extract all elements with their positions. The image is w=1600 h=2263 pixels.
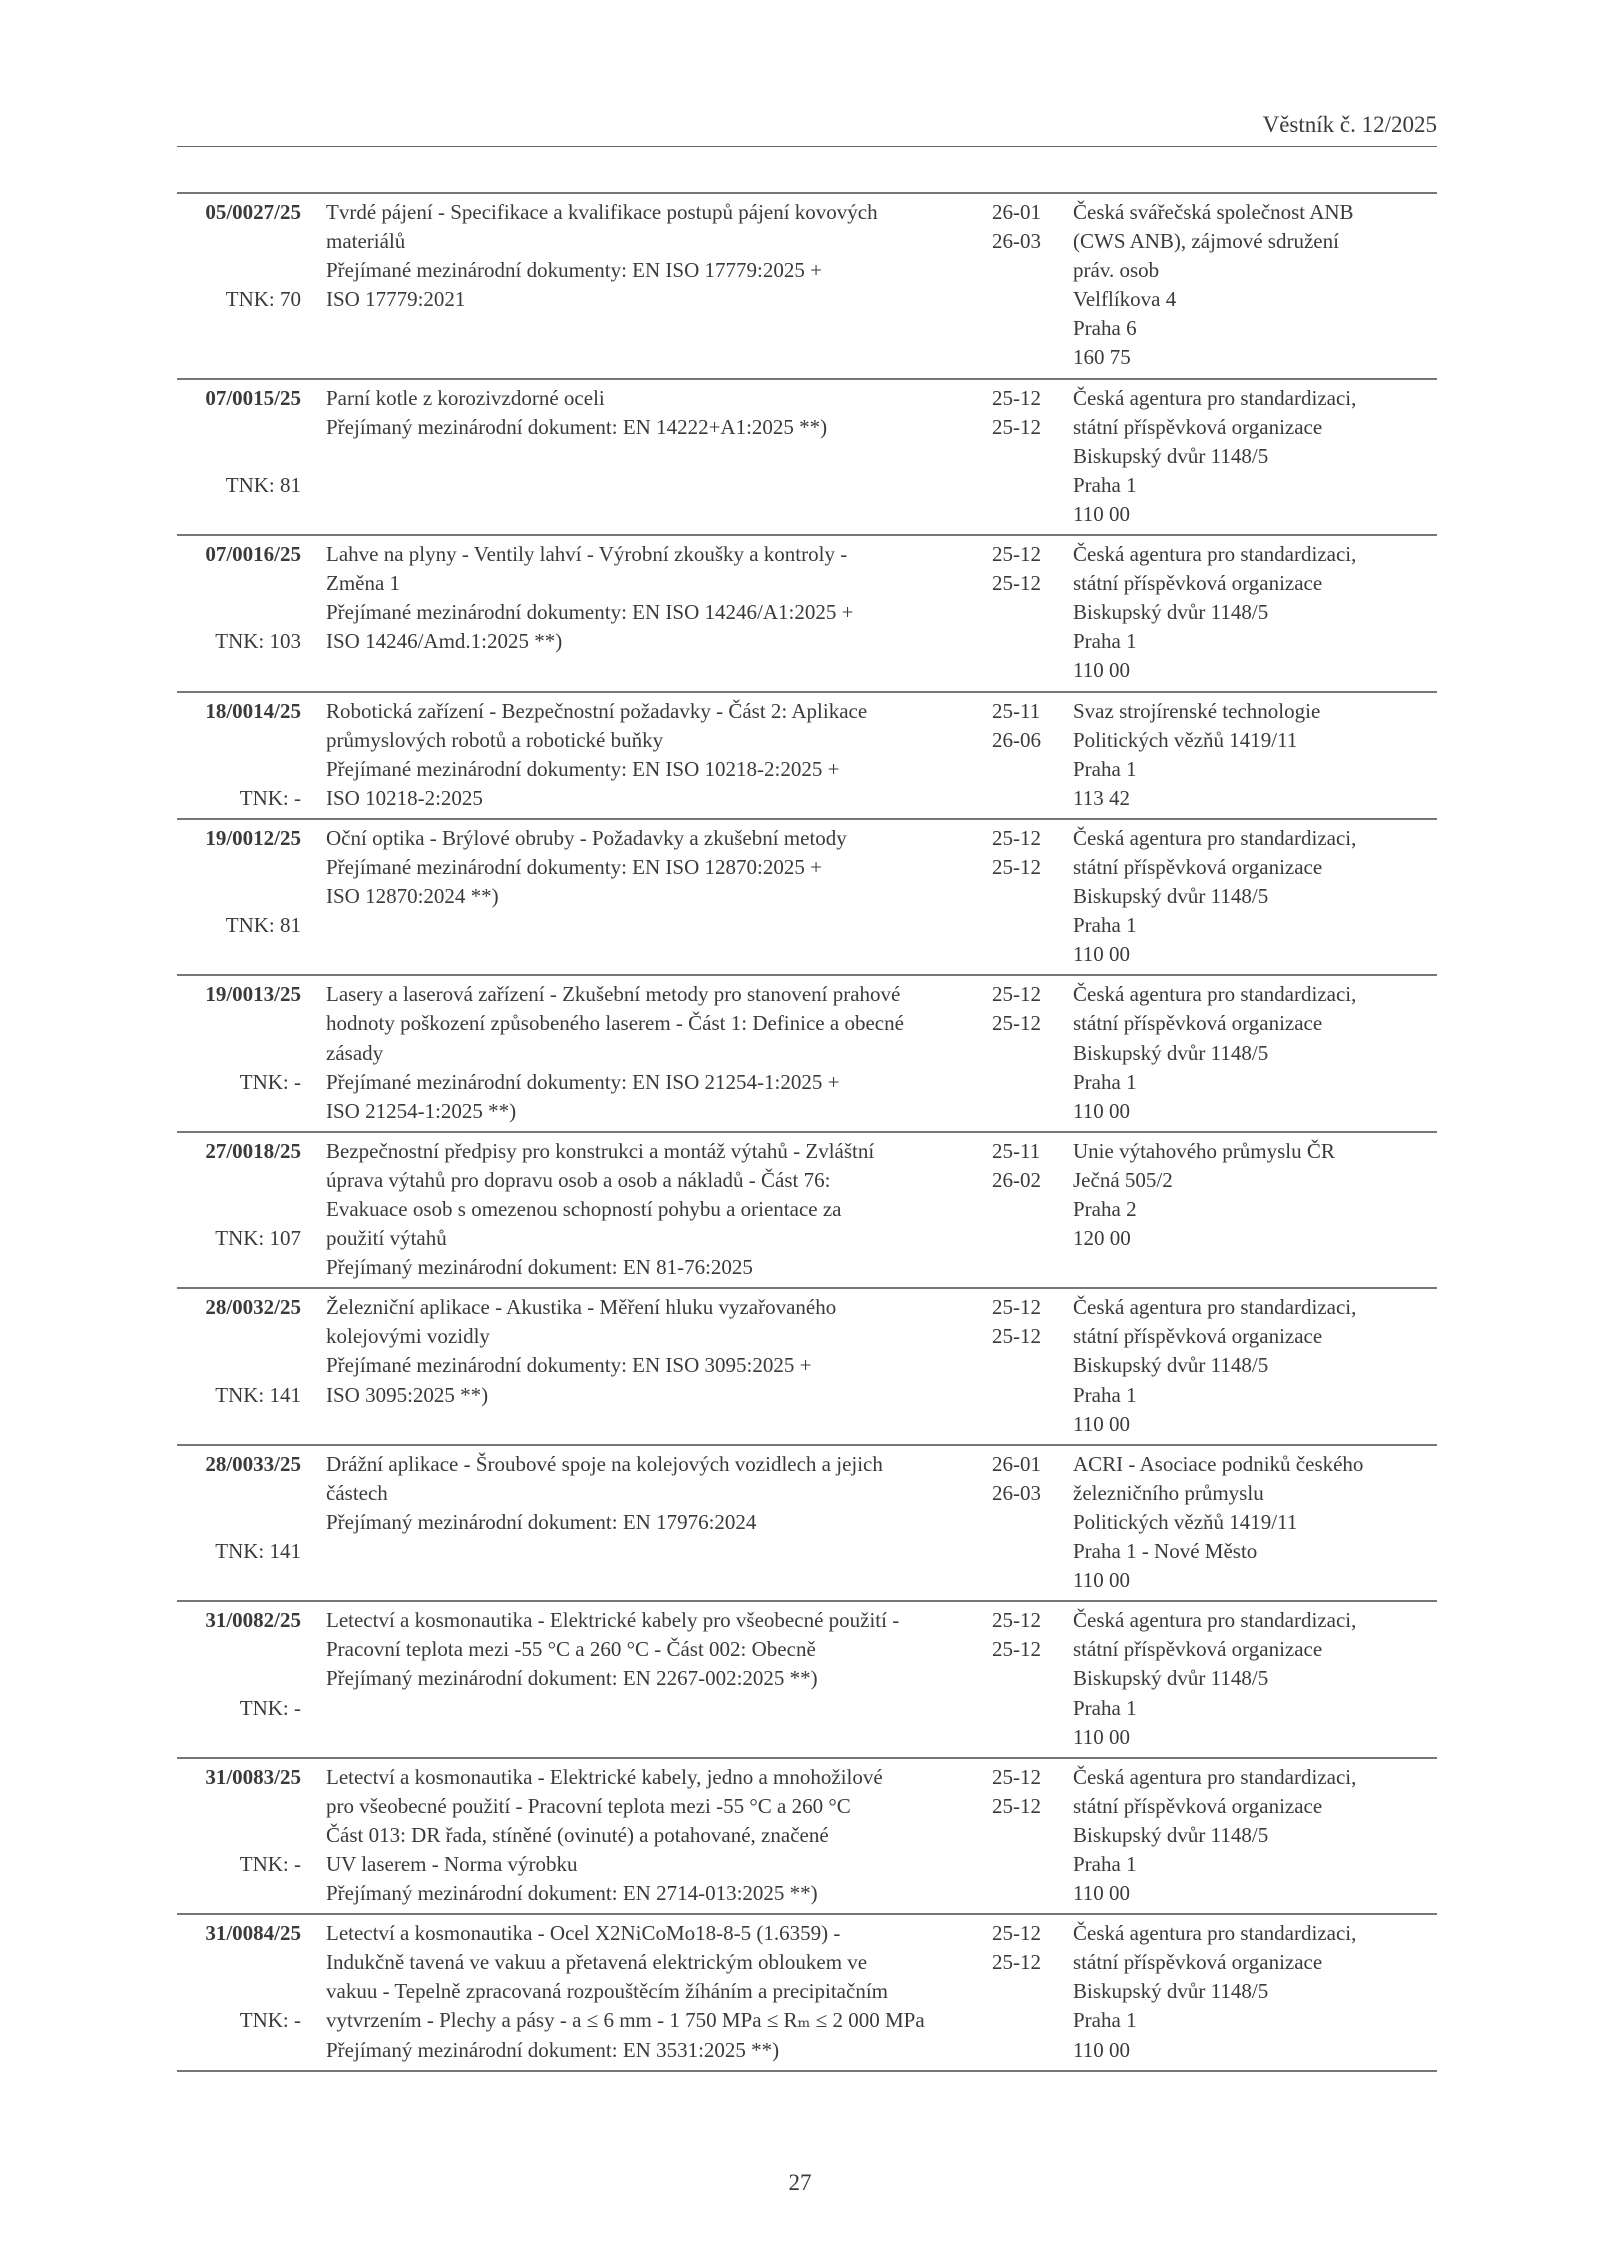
- standard-code-cell: [177, 1763, 301, 1908]
- standard-code-cell: [177, 198, 301, 373]
- organization-line: státní příspěvková organizace: [1073, 1950, 1323, 1975]
- organization-line: 113 42: [1073, 785, 1130, 810]
- spacer: [177, 1821, 301, 1850]
- spacer: [177, 1479, 301, 1508]
- title-line: Lasery a laserová zařízení - Zkušební metody pro stanovení prahové: [326, 982, 901, 1007]
- dates-cell: [992, 540, 1073, 685]
- tnk-number: TNK: 141: [215, 1382, 301, 1407]
- standard-title-cell: [326, 1919, 992, 2064]
- title-line: Změna 1: [326, 571, 401, 596]
- dates-cell: [992, 824, 1073, 969]
- title-line: Přejímané mezinárodní dokumenty: EN ISO 14246/A1:2025 +: [326, 600, 854, 625]
- tnk-number: TNK: -: [239, 1069, 301, 1094]
- title-line: Evakuace osob s omezenou schopností pohybu a orientace za: [326, 1197, 842, 1221]
- organization-line: Biskupský dvůr 1148/5: [1073, 1979, 1269, 2004]
- organization-cell: [1073, 1919, 1437, 2064]
- spacer: [177, 1977, 301, 2006]
- dates-cell: [992, 1137, 1073, 1282]
- spacer: [177, 1166, 301, 1195]
- organization-line: Česká agentura pro standardizaci,: [1073, 825, 1357, 850]
- organization-line: práv. osob: [1073, 258, 1160, 283]
- organization-cell: [1073, 540, 1437, 685]
- title-line: Tvrdé pájení - Specifikace a kvalifikace postupů pájení kovových: [326, 200, 878, 224]
- standard-code-cell: [177, 1293, 301, 1438]
- table-row: [177, 536, 1437, 692]
- table-row: [177, 380, 1437, 536]
- title-line: Přejímané mezinárodní dokumenty: EN ISO 10218-2:2025 +: [326, 756, 840, 781]
- organization-line: 110 00: [1073, 501, 1130, 526]
- dates-cell: [992, 697, 1073, 813]
- standard-title-cell: [326, 384, 992, 529]
- standard-code: 19/0013/25: [205, 982, 301, 1007]
- date: 26-03: [992, 1480, 1041, 1505]
- organization-line: 110 00: [1073, 1568, 1130, 1593]
- table-row: [177, 1133, 1437, 1289]
- title-line: hodnoty poškození způsobeného laserem - Část 1: Definice a obecné: [326, 1011, 904, 1036]
- title-line: Přejímaný mezinárodní dokument: EN 17976:2024: [326, 1509, 757, 1534]
- standard-code: 28/0033/25: [205, 1451, 301, 1476]
- title-line: Lahve na plyny - Ventily lahví - Výrobní zkoušky a kontroly -: [326, 542, 848, 567]
- tnk-number: TNK: -: [239, 1695, 301, 1720]
- standard-title-cell: [326, 1450, 992, 1595]
- date: 25-12: [992, 1921, 1041, 1946]
- tnk-number: TNK: -: [239, 2008, 301, 2033]
- organization-line: Česká agentura pro standardizaci,: [1073, 542, 1357, 567]
- date: 25-12: [992, 1324, 1041, 1349]
- spacer: [177, 882, 301, 911]
- title-line: Letectví a kosmonautika - Elektrické kabely pro všeobecné použití -: [326, 1608, 900, 1633]
- organization-line: státní příspěvková organizace: [1073, 1324, 1323, 1349]
- organization-line: Praha 2: [1073, 1197, 1137, 1221]
- standard-title-cell: [326, 697, 992, 813]
- title-line: Parní kotle z korozivzdorné oceli: [326, 385, 605, 410]
- standards-table: [177, 192, 1437, 2072]
- organization-line: 120 00: [1073, 1226, 1131, 1251]
- organization-line: státní příspěvková organizace: [1073, 1637, 1323, 1662]
- date: 25-12: [992, 1764, 1041, 1789]
- spacer: [177, 1009, 301, 1038]
- date: 25-12: [992, 1011, 1041, 1036]
- organization-line: Biskupský dvůr 1148/5: [1073, 1040, 1269, 1065]
- organization-line: Biskupský dvůr 1148/5: [1073, 600, 1269, 625]
- standard-code-cell: [177, 697, 301, 813]
- spacer: [177, 1322, 301, 1351]
- organization-line: železničního průmyslu: [1073, 1480, 1264, 1505]
- standard-code: 31/0083/25: [205, 1764, 301, 1789]
- title-line: UV laserem - Norma výrobku: [326, 1851, 578, 1876]
- date: 26-02: [992, 1167, 1041, 1192]
- table-row: [177, 976, 1437, 1132]
- title-line: ISO 3095:2025 **): [326, 1382, 489, 1407]
- title-line: Přejímané mezinárodní dokumenty: EN ISO 17779:2025 +: [326, 258, 822, 283]
- dates-cell: [992, 1606, 1073, 1751]
- spacer: [177, 1039, 301, 1068]
- header-divider: [177, 146, 1437, 147]
- organization-line: Praha 1: [1073, 629, 1137, 654]
- tnk-number: TNK: 70: [225, 287, 301, 312]
- standard-title-cell: [326, 980, 992, 1125]
- organization-line: Praha 1: [1073, 756, 1137, 781]
- organization-line: Politických vězňů 1419/11: [1073, 1509, 1298, 1534]
- spacer: [177, 227, 301, 256]
- standard-title-cell: [326, 1293, 992, 1438]
- date: 26-01: [992, 200, 1041, 224]
- standard-code-cell: [177, 1606, 301, 1751]
- title-line: vytvrzením - Plechy a pásy - a ≤ 6 mm - 1 750 MPa ≤ Rₘ ≤ 2 000 MPa: [326, 2008, 925, 2033]
- title-line: Přejímané mezinárodní dokumenty: EN ISO 21254-1:2025 +: [326, 1069, 840, 1094]
- organization-line: Praha 1: [1073, 2008, 1137, 2033]
- date: 25-12: [992, 571, 1041, 596]
- spacer: [177, 598, 301, 627]
- organization-line: Unie výtahového průmyslu ČR: [1073, 1138, 1335, 1163]
- title-line: Přejímaný mezinárodní dokument: EN 3531:2025 **): [326, 2037, 780, 2062]
- organization-line: Velflíkova 4: [1073, 287, 1177, 312]
- standard-code: 27/0018/25: [205, 1138, 301, 1163]
- standard-code-cell: [177, 1450, 301, 1595]
- organization-line: Praha 1: [1073, 913, 1137, 938]
- standard-title-cell: [326, 1763, 992, 1908]
- organization-line: Praha 1: [1073, 1695, 1137, 1720]
- organization-line: 110 00: [1073, 2037, 1130, 2062]
- standard-code-cell: [177, 384, 301, 529]
- title-line: Drážní aplikace - Šroubové spoje na kolejových vozidlech a jejich: [326, 1451, 883, 1476]
- title-line: Letectví a kosmonautika - Elektrické kabely, jedno a mnohožilové: [326, 1764, 883, 1789]
- standard-code-cell: [177, 1919, 301, 2064]
- date: 25-12: [992, 825, 1041, 850]
- date: 26-01: [992, 1451, 1041, 1476]
- dates-cell: [992, 1293, 1073, 1438]
- title-line: Indukčně tavená ve vakuu a přetavená elektrickým obloukem ve: [326, 1950, 868, 1975]
- standard-code: 07/0016/25: [205, 542, 301, 567]
- tnk-number: TNK: 107: [215, 1226, 301, 1251]
- title-line: ISO 10218-2:2025: [326, 785, 483, 810]
- title-line: Přejímané mezinárodní dokumenty: EN ISO 12870:2025 +: [326, 854, 822, 879]
- standard-title-cell: [326, 824, 992, 969]
- organization-line: Svaz strojírenské technologie: [1073, 698, 1321, 723]
- standard-title-cell: [326, 1137, 992, 1282]
- organization-line: (CWS ANB), zájmové sdružení: [1073, 229, 1339, 254]
- title-line: ISO 12870:2024 **): [326, 884, 499, 909]
- organization-cell: [1073, 198, 1437, 373]
- date: 25-11: [992, 698, 1041, 723]
- organization-line: Česká agentura pro standardizaci,: [1073, 385, 1357, 410]
- title-line: Přejímaný mezinárodní dokument: EN 14222+A1:2025 **): [326, 414, 828, 439]
- dates-cell: [992, 980, 1073, 1125]
- organization-line: 160 75: [1073, 345, 1131, 370]
- organization-line: státní příspěvková organizace: [1073, 854, 1323, 879]
- date: 25-12: [992, 414, 1041, 439]
- standard-code: 19/0012/25: [205, 825, 301, 850]
- date: 26-03: [992, 229, 1041, 254]
- organization-line: státní příspěvková organizace: [1073, 571, 1323, 596]
- bulletin-header-title: Věstník č. 12/2025: [1262, 112, 1437, 137]
- organization-line: 110 00: [1073, 1724, 1130, 1749]
- title-line: použití výtahů: [326, 1226, 447, 1251]
- organization-line: státní příspěvková organizace: [1073, 1011, 1323, 1036]
- spacer: [177, 755, 301, 784]
- dates-cell: [992, 1450, 1073, 1595]
- title-line: Pracovní teplota mezi -55 °C a 260 °C - Část 002: Obecně: [326, 1637, 816, 1662]
- table-row: [177, 1446, 1437, 1602]
- organization-line: Ječná 505/2: [1073, 1167, 1173, 1192]
- title-line: částech: [326, 1480, 388, 1505]
- organization-line: Biskupský dvůr 1148/5: [1073, 1822, 1269, 1847]
- spacer: [177, 413, 301, 442]
- title-line: zásady: [326, 1040, 384, 1065]
- organization-line: Česká agentura pro standardizaci,: [1073, 1295, 1357, 1320]
- date: 25-12: [992, 1608, 1041, 1633]
- tnk-number: TNK: -: [239, 1851, 301, 1876]
- date: 25-12: [992, 385, 1041, 410]
- organization-cell: [1073, 980, 1437, 1125]
- organization-line: Praha 1: [1073, 1069, 1137, 1094]
- spacer: [177, 726, 301, 755]
- title-line: Přejímaný mezinárodní dokument: EN 2267-002:2025 **): [326, 1666, 818, 1691]
- standard-title-cell: [326, 198, 992, 373]
- table-row: [177, 820, 1437, 976]
- spacer: [177, 1948, 301, 1977]
- date: 25-12: [992, 982, 1041, 1007]
- date: 26-06: [992, 727, 1041, 752]
- spacer: [177, 1351, 301, 1380]
- title-line: Železniční aplikace - Akustika - Měření hluku vyzařovaného: [326, 1295, 837, 1320]
- organization-line: Praha 6: [1073, 316, 1137, 341]
- title-line: pro všeobecné použití - Pracovní teplota mezi -55 °C a 260 °C: [326, 1793, 851, 1818]
- table-row: [177, 693, 1437, 820]
- standard-code: 05/0027/25: [205, 200, 301, 224]
- spacer: [177, 1508, 301, 1537]
- standard-code: 28/0032/25: [205, 1295, 301, 1320]
- organization-line: Česká agentura pro standardizaci,: [1073, 1921, 1357, 1946]
- spacer: [177, 1664, 301, 1693]
- spacer: [177, 569, 301, 598]
- title-line: úprava výtahů pro dopravu osob a osob a nákladů - Část 76:: [326, 1167, 831, 1192]
- title-line: ISO 14246/Amd.1:2025 **): [326, 629, 563, 654]
- date: 25-12: [992, 1295, 1041, 1320]
- dates-cell: [992, 198, 1073, 373]
- organization-line: státní příspěvková organizace: [1073, 414, 1323, 439]
- title-line: vakuu - Tepelně zpracovaná rozpouštěcím žíháním a precipitačním: [326, 1979, 888, 2004]
- organization-line: Biskupský dvůr 1148/5: [1073, 1353, 1269, 1378]
- title-line: Bezpečnostní předpisy pro konstrukci a montáž výtahů - Zvláštní: [326, 1138, 875, 1163]
- organization-line: ACRI - Asociace podniků českého: [1073, 1451, 1364, 1476]
- title-line: průmyslových robotů a robotické buňky: [326, 727, 664, 752]
- organization-cell: [1073, 1293, 1437, 1438]
- standard-title-cell: [326, 1606, 992, 1751]
- title-line: Přejímané mezinárodní dokumenty: EN ISO 3095:2025 +: [326, 1353, 812, 1378]
- organization-line: Biskupský dvůr 1148/5: [1073, 884, 1269, 909]
- organization-line: 110 00: [1073, 1411, 1130, 1436]
- spacer: [177, 1635, 301, 1664]
- dates-cell: [992, 1919, 1073, 2064]
- date: 25-12: [992, 854, 1041, 879]
- organization-line: Česká agentura pro standardizaci,: [1073, 1608, 1357, 1633]
- standard-code: 31/0084/25: [205, 1921, 301, 1946]
- standard-code: 18/0014/25: [205, 698, 301, 723]
- organization-line: 110 00: [1073, 658, 1130, 683]
- organization-line: Praha 1: [1073, 1851, 1137, 1876]
- spacer: [177, 853, 301, 882]
- standard-code-cell: [177, 824, 301, 969]
- title-line: Letectví a kosmonautika - Ocel X2NiCoMo18-8-5 (1.6359) -: [326, 1921, 841, 1946]
- table-row: [177, 1289, 1437, 1445]
- table-row: [177, 1602, 1437, 1758]
- spacer: [177, 1195, 301, 1224]
- organization-line: Praha 1: [1073, 472, 1137, 497]
- organization-line: Praha 1: [1073, 1382, 1137, 1407]
- organization-cell: [1073, 697, 1437, 813]
- organization-line: Česká agentura pro standardizaci,: [1073, 982, 1357, 1007]
- standard-code-cell: [177, 980, 301, 1125]
- standard-code-cell: [177, 540, 301, 685]
- organization-cell: [1073, 1450, 1437, 1595]
- title-line: Přejímaný mezinárodní dokument: EN 81-76:2025: [326, 1255, 753, 1280]
- organization-line: Česká svářečská společnost ANB: [1073, 200, 1354, 224]
- title-line: Přejímaný mezinárodní dokument: EN 2714-013:2025 **): [326, 1881, 818, 1906]
- organization-cell: [1073, 1763, 1437, 1908]
- table-row: [177, 1759, 1437, 1915]
- date: 25-11: [992, 1138, 1041, 1163]
- standard-title-cell: [326, 540, 992, 685]
- organization-line: Česká agentura pro standardizaci,: [1073, 1764, 1357, 1789]
- tnk-number: TNK: -: [239, 785, 301, 810]
- date: 25-12: [992, 1637, 1041, 1662]
- organization-line: Praha 1 - Nové Město: [1073, 1539, 1258, 1564]
- dates-cell: [992, 1763, 1073, 1908]
- organization-line: 110 00: [1073, 1098, 1130, 1123]
- page-number: 27: [788, 2170, 812, 2195]
- title-line: kolejovými vozidly: [326, 1324, 490, 1349]
- title-line: Oční optika - Brýlové obruby - Požadavky a zkušební metody: [326, 825, 847, 850]
- title-line: ISO 21254-1:2025 **): [326, 1098, 517, 1123]
- table-row: [177, 1915, 1437, 2071]
- title-line: Část 013: DR řada, stíněné (ovinuté) a potahované, značené: [326, 1822, 829, 1847]
- table-row: [177, 194, 1437, 380]
- dates-cell: [992, 384, 1073, 529]
- standard-code-cell: [177, 1137, 301, 1282]
- organization-line: státní příspěvková organizace: [1073, 1793, 1323, 1818]
- spacer: [177, 442, 301, 471]
- tnk-number: TNK: 141: [215, 1539, 301, 1564]
- organization-line: 110 00: [1073, 942, 1130, 967]
- tnk-number: TNK: 103: [215, 629, 301, 654]
- organization-line: 110 00: [1073, 1881, 1130, 1906]
- date: 25-12: [992, 542, 1041, 567]
- tnk-number: TNK: 81: [225, 472, 301, 497]
- standard-code: 31/0082/25: [205, 1608, 301, 1633]
- organization-cell: [1073, 1137, 1437, 1282]
- title-line: ISO 17779:2021: [326, 287, 466, 312]
- title-line: materiálů: [326, 229, 406, 254]
- standard-code: 07/0015/25: [205, 385, 301, 410]
- tnk-number: TNK: 81: [225, 913, 301, 938]
- organization-line: Politických vězňů 1419/11: [1073, 727, 1298, 752]
- organization-cell: [1073, 1606, 1437, 1751]
- title-line: Robotická zařízení - Bezpečnostní požadavky - Část 2: Aplikace: [326, 698, 868, 723]
- organization-cell: [1073, 824, 1437, 969]
- organization-line: Biskupský dvůr 1148/5: [1073, 443, 1269, 468]
- spacer: [177, 256, 301, 285]
- organization-cell: [1073, 384, 1437, 529]
- date: 25-12: [992, 1793, 1041, 1818]
- spacer: [177, 1792, 301, 1821]
- organization-line: Biskupský dvůr 1148/5: [1073, 1666, 1269, 1691]
- date: 25-12: [992, 1950, 1041, 1975]
